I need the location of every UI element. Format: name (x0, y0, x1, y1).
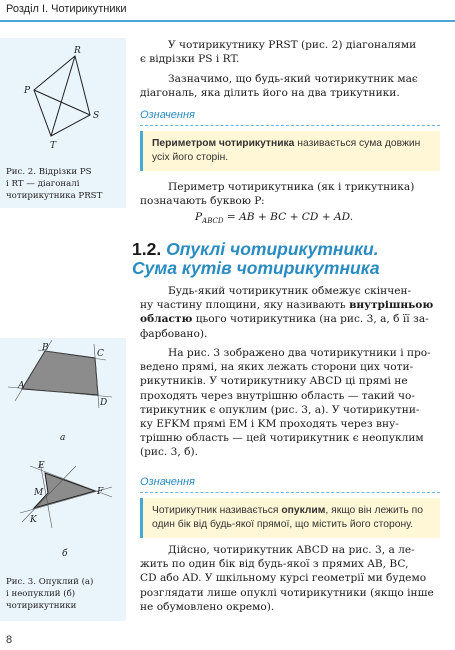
figure-2-caption-line1: Рис. 2. Відрізки PS (6, 167, 92, 177)
running-head: Розділ І. Чотирикутники (6, 3, 127, 15)
definition-box-perimeter: Периметром чотирикутника називається сума довжин усіх його сторін. (140, 131, 440, 171)
vertex-b-label: B (42, 343, 49, 353)
vertex-s-label: S (93, 111, 100, 121)
page-number: 8 (6, 634, 13, 646)
figure-2-caption-line2: і RT — діагоналі (6, 179, 80, 189)
vertex-r-label: R (74, 46, 81, 56)
paragraph-convex-example: Дійсно, чотирикутник ABCD на рис. 3, а ле- жить по один бік від будь-якої з прямих AB, BC, CD або AD. У шкільному курсі геометрії ми будемо розглядати лише опуклі чотирикутники (якщо інше не обумовлено окремо). (140, 544, 434, 613)
figure-3-label-a: а (60, 433, 66, 443)
vertex-m-label: M (34, 488, 44, 498)
paragraph-diagonals: У чотирикутнику PRST (рис. 2) діагоналями є відрізки PS і RT. (140, 39, 417, 66)
vertex-k-label: K (30, 515, 37, 525)
figure-3 (0, 338, 126, 621)
figure-3-label-b: б (62, 549, 68, 559)
paragraph-diagonal-note: Зазначимо, що будь-який чотирикутник має діагональ, яка ділить його на два трикутники. (140, 73, 418, 100)
vertex-d-label: D (100, 398, 108, 408)
definition-divider-1 (140, 125, 440, 126)
definition-heading-2: Означення (140, 476, 195, 488)
perimeter-formula: $P_{ABCD}$ = AB + BC + CD + AD. (195, 211, 354, 226)
convex-quadrilateral (22, 351, 98, 395)
term-perimeter: Периметром чотирикутника (152, 138, 295, 149)
definition-heading-1: Означення (140, 109, 195, 121)
figure-3-caption-line2: і неопуклий (б) (6, 589, 76, 599)
figure-2 (0, 38, 126, 208)
definition-box-convex: Чотирикутник називається опуклим, якщо він лежить по один бік від будь-якої прямої, що містить його сторону. (140, 498, 440, 538)
vertex-a-label: A (18, 381, 25, 391)
vertex-c-label: C (97, 349, 104, 359)
figure-2-caption-line3: чотирикутника PRST (6, 191, 103, 201)
paragraph-figure-3-explanation: На рис. 3 зображено два чотирикутники і про- ведено прямі, на яких лежать сторони цих чоти- рикутників. У чотирикутнику ABCD ці прямі не проходять через внутрішню область — такий чо- тирикутник є опуклим (рис. 3, а). У чотирикутни- ку EFKM прямі EM і KM проходять через вну- трішню область — цей чотирикутник є неопуклим (рис. 3, б). (140, 347, 431, 459)
vertex-f-label: F (97, 487, 104, 497)
term-convex: опуклим (281, 505, 326, 516)
paragraph-perimeter-notation: Периметр чотирикутника (як і трикутника) позначають буквою P: (140, 181, 415, 208)
figure-3-caption-line3: чотирикутники (6, 601, 77, 611)
vertex-e-label: E (38, 461, 45, 471)
vertex-p-label: P (24, 86, 31, 96)
figure-3-caption-line1: Рис. 3. Опуклий (а) (6, 577, 94, 587)
vertex-t-label: T (50, 141, 57, 151)
header-rule (0, 20, 455, 22)
section-number: 1.2. (132, 239, 162, 259)
section-title: 1.2. Опуклі чотирикутники. Сума кутів чотирикутника (132, 239, 380, 278)
definition-divider-2 (140, 492, 440, 493)
paragraph-interior-region: Будь-який чотирикутник обмежує скінчен- ну частину площини, яку називають внутрішньою областю цього чотирикутника (на рис. 3, а, б її за- фарбовано). (140, 285, 434, 340)
